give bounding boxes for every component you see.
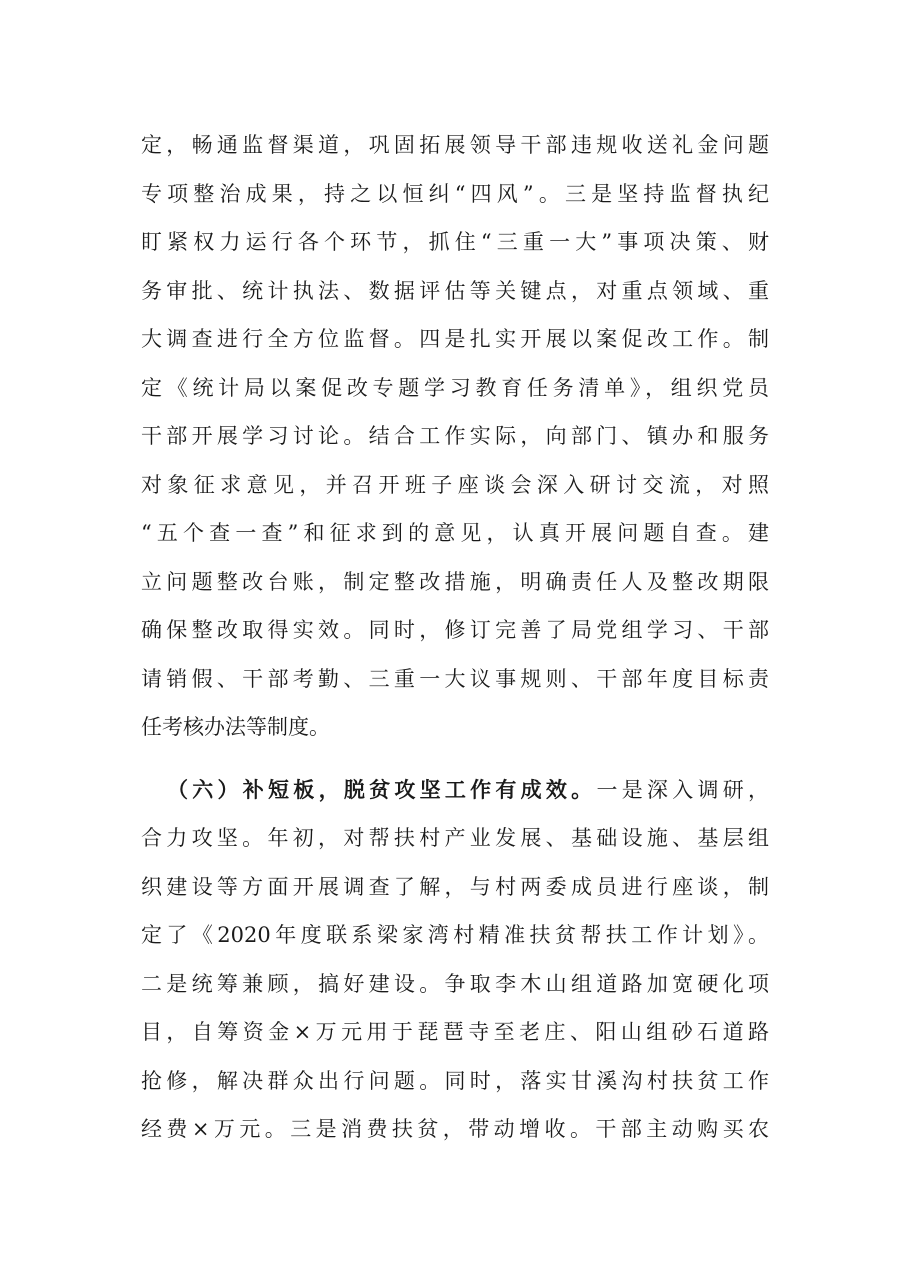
text-line: 专项整治成果，持之以恒纠“四风”。三是坚持监督执纪 bbox=[141, 181, 769, 206]
text-line: 定《统计局以案促改专题学习教育任务清单》，组织党员 bbox=[141, 375, 769, 400]
paragraph-poverty-alleviation bbox=[141, 766, 769, 1154]
text-line: 经费×万元。三是消费扶贫，带动增收。干部主动购买农 bbox=[141, 1117, 769, 1141]
text-line-heading bbox=[141, 766, 769, 815]
text-run: 一是深入调研， bbox=[596, 777, 770, 802]
text-line: 定了《2020年度联系梁家湾村精准扶贫帮扶工作计划》。 bbox=[141, 923, 769, 947]
text-line: 对象征求意见，并召开班子座谈会深入研讨交流，对照 bbox=[141, 472, 769, 497]
text-line: 务审批、统计执法、数据评估等关键点，对重点领域、重 bbox=[141, 278, 769, 303]
text-line: 确保整改取得实效。同时，修订完善了局党组学习、干部 bbox=[141, 618, 769, 642]
document-body bbox=[141, 121, 769, 1154]
section-heading: （六）补短板，脱贫攻坚工作有成效。 bbox=[167, 776, 597, 802]
text-line: 织建设等方面开展调查了解，与村两委成员进行座谈，制 bbox=[141, 874, 769, 899]
text-line: 目，自筹资金×万元用于琵琶寺至老庄、阳山组砂石道路 bbox=[141, 1020, 769, 1044]
text-line: 抢修，解决群众出行问题。同时，落实甘溪沟村扶贫工作 bbox=[141, 1068, 769, 1093]
text-line: 任考核办法等制度。 bbox=[141, 715, 330, 739]
text-line: 盯紧权力运行各个环节，抓住“三重一大”事项决策、财 bbox=[141, 230, 769, 254]
text-line: 立问题整改台账，制定整改措施，明确责任人及整改期限 bbox=[141, 569, 769, 594]
paragraph-discipline bbox=[141, 121, 769, 752]
text-line: 干部开展学习讨论。结合工作实际，向部门、镇办和服务 bbox=[141, 424, 769, 448]
text-line: 二是统筹兼顾，搞好建设。争取李木山组道路加宽硬化项 bbox=[141, 971, 769, 996]
text-line: 请销假、干部考勤、三重一大议事规则、干部年度目标责 bbox=[141, 666, 769, 691]
text-line: 合力攻坚。年初，对帮扶村产业发展、基础设施、基层组 bbox=[141, 826, 769, 850]
text-line: “五个查一查”和征求到的意见，认真开展问题自查。建 bbox=[141, 521, 769, 545]
paragraph-gap bbox=[141, 752, 769, 766]
text-line: 大调查进行全方位监督。四是扎实开展以案促改工作。制 bbox=[141, 327, 769, 351]
text-line: 定，畅通监督渠道，巩固拓展领导干部违规收送礼金问题 bbox=[141, 133, 769, 157]
